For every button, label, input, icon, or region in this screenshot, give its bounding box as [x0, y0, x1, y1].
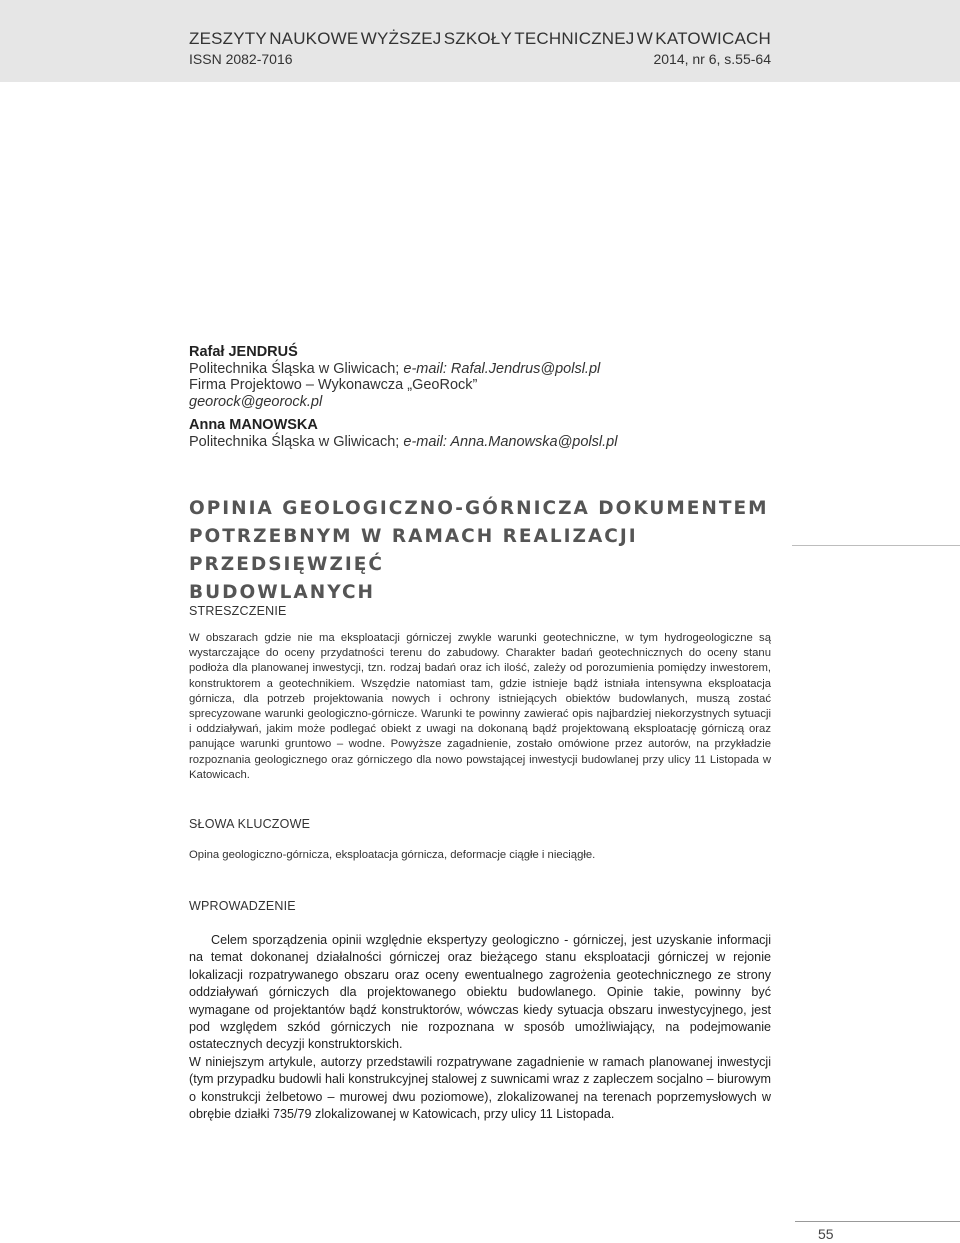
- author-email: Rafal.Jendrus@polsl.pl: [446, 360, 601, 377]
- title-line: POTRZEBNYM W RAMACH REALIZACJI PRZEDSIĘWZIĘĆ: [189, 526, 638, 575]
- introduction-heading: WPROWADZENIE: [189, 899, 296, 913]
- email-label: e-mail:: [403, 360, 447, 377]
- title-divider: [792, 545, 960, 546]
- keywords-heading: SŁOWA KLUCZOWE: [189, 817, 311, 831]
- page-number: 55: [818, 1226, 834, 1242]
- journal-word: KATOWICACH: [655, 29, 771, 48]
- affiliation-text: Politechnika Śląska w Gliwicach;: [189, 433, 404, 450]
- author-name: Anna MANOWSKA: [189, 417, 318, 433]
- journal-word: NAUKOWE: [269, 29, 359, 48]
- journal-word: W: [636, 29, 654, 48]
- journal-word: WYŻSZEJ: [360, 29, 442, 48]
- keywords-text: Opina geologiczno-górnicza, eksploatacja górnicza, deformacje ciągłe i nieciągłe.: [189, 849, 596, 861]
- journal-word: TECHNICZNEJ: [514, 29, 635, 48]
- author-name: Rafał JENDRUŚ: [189, 344, 298, 360]
- paragraph: Celem sporządzenia opinii względnie ekspertyzy geologiczno - górniczej, jest uzyskanie informacji na temat dokonanej działalności górniczej oraz bieżącego stanu eksploatacji górniczej w rejonie lokalizacji rozpatrywanego obszaru oraz oceny ewentualnego zagrożenia geotechnicznego ze strony oddziaływań górniczych dla projektowanego obiektu budowlanego. Opinie takie, powinny być wymagane od projektantów bądź konstruktorów, wówczas kiedy sytuacja obszaru inwestycyjnego, jest pod względem szkód górniczych nie rozpoznana w sposób umożliwiający, na podejmowanie ostatecznych decyzji konstruktorskich.: [189, 933, 771, 1052]
- title-line: OPINIA GEOLOGICZNO-GÓRNICZA DOKUMENTEM: [189, 498, 769, 519]
- journal-header: [0, 0, 960, 82]
- issn: ISSN 2082-7016: [189, 51, 293, 67]
- email-label: e-mail:: [403, 433, 447, 450]
- title-line: BUDOWLANYCH: [189, 582, 375, 603]
- company-email: georock@georock.pl: [189, 393, 323, 410]
- abstract-text: W obszarach gdzie nie ma eksploatacji górniczej zwykle warunki geotechniczne, w tym hydrogeologiczne są wystarczające do oceny przydatności terenu do zabudowy. Charakter badań geotechnicznych do oceny stanu podłoża dla planowanej inwestycji, tzn. rodzaj badań oraz ich ilość, zależy od porozumienia pomiędzy inwestorem, konstruktorem a geotechnikiem. Wszędzie natomiast tam, gdzie istnieje bądź istniała intensywna eksploatacja górnicza, dla potrzeb projektowania nowych i ochrony istniejących obiektów budowlanych, muszą zostać sprecyzowane warunki geologiczno-górnicze. Warunki te powinny zawierać opis najbardziej niekorzystnych sytuacji i oddziaływań, jakim może podlegać obiekt z uwagi na dokonaną bądź projektowaną eksploatację górniczą oraz panujące warunki gruntowo – wodne. Powyższe zagadnienie, zostało omówione przez autorów, na przykładzie rozpoznania geologicznego oraz górniczego dla nowo powstającej inwestycji budowlanej przy ulicy 11 Listopada w Katowicach.: [189, 632, 771, 781]
- author-affiliation: [189, 434, 617, 451]
- author-company: Firma Projektowo – Wykonawcza „GeoRock”: [189, 377, 478, 393]
- journal-word: ZESZYTY: [189, 29, 267, 48]
- article-title: [189, 495, 769, 607]
- issue-info: 2014, nr 6, s.55-64: [653, 51, 771, 67]
- journal-word: SZKOŁY: [443, 29, 512, 48]
- introduction-body: [189, 932, 771, 1123]
- affiliation-text: Politechnika Śląska w Gliwicach;: [189, 360, 404, 377]
- footer-divider: [795, 1221, 960, 1222]
- paragraph: W niniejszym artykule, autorzy przedstawili rozpatrywane zagadnienie w ramach planowanej inwestycji (tym przypadku budowli hali konstrukcyjnej stalowej z suwnicami wraz z zapleczem socjalno – biurowym o konstrukcji żelbetowo – murowej dwu poziomowe), zlokalizowanej na terenach poprzemysłowych w obrębie działki 735/79 zlokalizowanej w Katowicach, przy ulicy 11 Listopada.: [189, 1054, 771, 1122]
- author-affiliation: [189, 361, 617, 378]
- author-block: [189, 344, 617, 450]
- author-email: Anna.Manowska@polsl.pl: [446, 433, 618, 450]
- journal-name: [189, 29, 771, 49]
- abstract-heading: STRESZCZENIE: [189, 604, 287, 618]
